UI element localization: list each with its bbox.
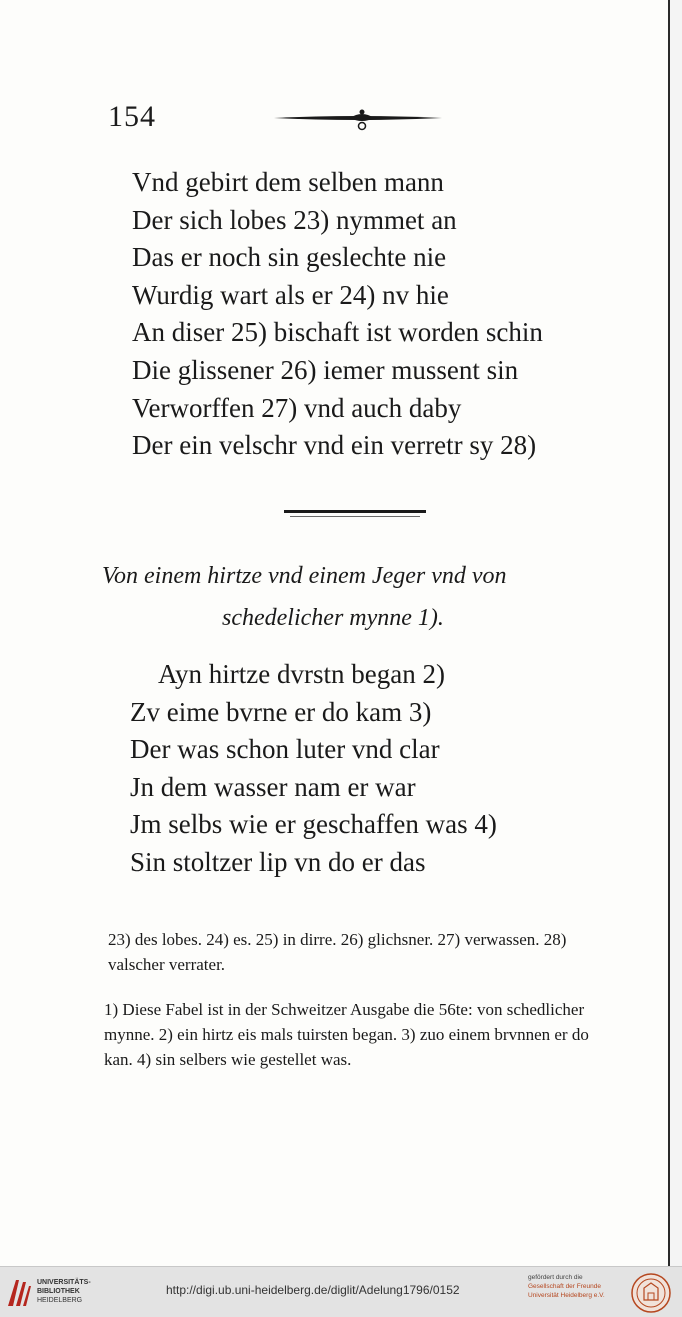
section-divider-thin xyxy=(290,516,420,517)
verse-line: Das er noch sin geslechte nie xyxy=(132,242,447,273)
poem-stanza-2 xyxy=(130,656,497,882)
verse-line: Ayn hirtze dvrstn began 2) xyxy=(158,659,445,689)
verse-line: Sin stoltzer lip vn do er das xyxy=(130,846,426,877)
library-name-line: BIBLIOTHEK xyxy=(37,1288,80,1295)
verse-line: Vnd gebirt dem selben mann xyxy=(132,167,444,197)
verse-line: Wurdig wart als er 24) nv hie xyxy=(132,279,449,310)
library-name-line: HEIDELBERG xyxy=(37,1297,83,1304)
sponsor-credit xyxy=(528,1273,628,1300)
verse-line: Jn dem wasser nam er war xyxy=(130,771,416,802)
university-seal-icon xyxy=(630,1272,672,1314)
verse-line: Der sich lobes 23) nymmet an xyxy=(132,204,457,235)
section-divider xyxy=(284,510,426,513)
verse-line: Die glissener 26) iemer mussent sin xyxy=(132,354,519,385)
verse-line: Zv eime bvrne er do kam 3) xyxy=(130,696,432,727)
verse-line: Der was schon luter vnd clar xyxy=(130,734,440,765)
footnotes-fable: 1) Diese Fabel ist in der Schweitzer Ausgabe die 56te: von schedlicher mynne. 2) ein hirtz eis mals tuirsten began. 3) zuo einem brvnnen er do kan. 4) sin selbers wie gestellet was. xyxy=(104,1000,589,1069)
page-number: 154 xyxy=(108,100,156,133)
verse-line: Verworffen 27) vnd auch daby xyxy=(132,392,462,423)
sponsor-label: gefördert durch die xyxy=(528,1274,583,1281)
library-name xyxy=(37,1278,91,1305)
page-edge xyxy=(670,0,682,1266)
permalink-url[interactable]: http://digi.ub.uni-heidelberg.de/diglit/Adelung1796/0152 xyxy=(166,1283,460,1297)
sponsor-org[interactable]: Gesellschaft der Freunde xyxy=(528,1283,601,1290)
verse-line: Jm selbs wie er geschaffen was 4) xyxy=(130,809,497,840)
fable-title-line-2: schedelicher mynne 1). xyxy=(222,605,444,631)
library-logo-icon[interactable] xyxy=(6,1276,32,1308)
sponsor-org[interactable]: Universität Heidelberg e.V. xyxy=(528,1292,605,1299)
verse-line: Der ein velschr vnd ein verretr sy 28) xyxy=(132,430,537,461)
verse-line: An diser 25) bischaft ist worden schin xyxy=(132,317,543,348)
ornament-rule-icon xyxy=(270,104,446,132)
fable-title-line-1: Von einem hirtze vnd einem Jeger vnd von xyxy=(102,563,507,589)
library-name-line: UNIVERSITÄTS- xyxy=(37,1279,91,1286)
poem-stanza-1 xyxy=(132,164,543,465)
viewer-footer xyxy=(0,1266,682,1317)
footnotes-variants: 23) des lobes. 24) es. 25) in dirre. 26) glichsner. 27) verwassen. 28) valscher verrater. xyxy=(108,930,567,974)
